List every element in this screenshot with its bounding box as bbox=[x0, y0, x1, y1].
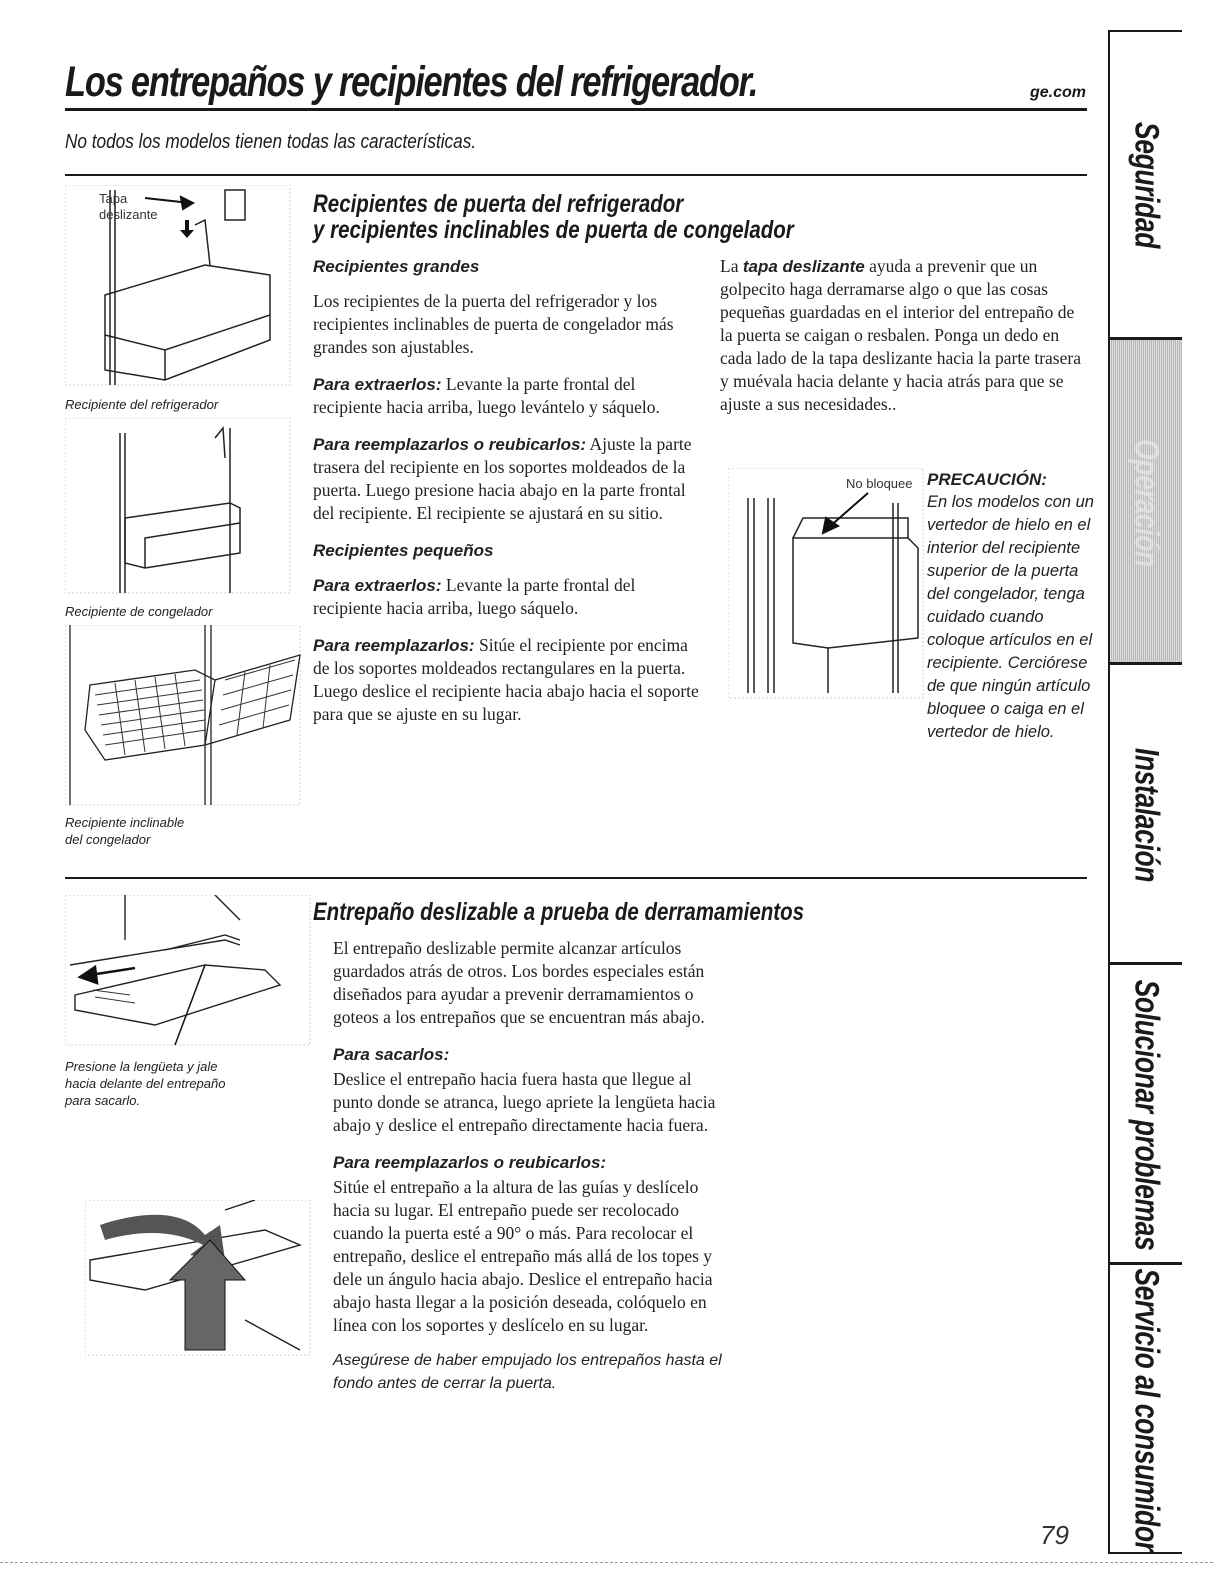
lid-lead: La bbox=[720, 256, 739, 276]
small-bins-heading: Recipientes pequeños bbox=[313, 541, 494, 560]
ice-chute-illustration bbox=[728, 468, 928, 703]
page-title: Los entrepaños y recipientes del refrigerador. bbox=[65, 58, 758, 106]
caption-spillproof-line2: hacia delante del entrepaño bbox=[65, 1076, 226, 1091]
freezer-bin-illustration bbox=[65, 418, 295, 598]
large-replace-text: Ajuste la parte trasera del recipiente en los soportes moldeados de la puerta. Luego presione hacia abajo en la parte frontal del recipiente. El recipiente se ajustará en su sitio. bbox=[313, 434, 692, 523]
tab-operacion[interactable] bbox=[1110, 337, 1182, 665]
subtitle: No todos los modelos tienen todas las características. bbox=[65, 131, 477, 153]
tab-label: Operación bbox=[1127, 438, 1166, 567]
header-rule bbox=[65, 108, 1087, 111]
section1-column-right bbox=[720, 255, 1090, 427]
page-number: 79 bbox=[1040, 1520, 1069, 1550]
caption-freezer-bin: Recipiente de congelador bbox=[65, 604, 213, 619]
small-bins-replace bbox=[313, 634, 703, 726]
no-block-label: No bloquee bbox=[846, 476, 913, 491]
tab-label: Servicio al consumidor bbox=[1127, 1268, 1166, 1552]
small-remove-lead: Para extraerlos: bbox=[313, 576, 442, 595]
section2-remove-text: Deslice el entrepaño hacia fuera hasta que llegue al punto donde se atranca, luego apriete la lengüeta hacia abajo y deslice el entrepaño directamente hacia fuera. bbox=[333, 1069, 716, 1135]
section1-title-line2: y recipientes inclinables de puerta de congelador bbox=[313, 216, 794, 244]
caution-text: En los modelos con un vertedor de hielo en el interior del recipiente superior de la puerta del congelador, tenga cuidado cuando coloque artículos en el recipiente. Cerciórese de que ningún artículo bloquee o caiga en el vertedor de hielo. bbox=[927, 493, 1094, 741]
bottom-divider bbox=[0, 1562, 1213, 1563]
section2-intro: El entrepaño deslizable permite alcanzar artículos guardados atrás de otros. Los bordes especiales están diseñados para ayudar a prevenir derramamientos o goteos a los entrepaños que se encuentran más abajo. bbox=[333, 938, 705, 1027]
fridge-bin-illustration bbox=[65, 185, 295, 390]
lid-text: ayuda a prevenir que un golpecito haga derramarse algo o que las cosas pequeñas guardadas en el interior del entrepaño de la puerta se caigan o resbalen. Ponga un dedo en cada lado de la tapa deslizante hacia la parte trasera y muévala hacia delante y hacia atrás para que se ajuste a sus necesidades.. bbox=[720, 256, 1081, 414]
section2-remove-lead: Para sacarlos: bbox=[333, 1045, 450, 1064]
tab-seguridad[interactable] bbox=[1110, 32, 1182, 337]
section1-title-line1: Recipientes de puerta del refrigerador bbox=[313, 190, 684, 218]
small-replace-text: Sitúe el recipiente por encima de los soportes moldeados rectangulares en la puerta. Luego deslice el recipiente hacia abajo hacia el soporte para que se ajuste en su lugar. bbox=[313, 635, 699, 724]
tab-label: Seguridad bbox=[1127, 121, 1166, 248]
section1-column-middle bbox=[313, 255, 703, 737]
tab-servicio-al-consumidor[interactable] bbox=[1110, 1262, 1182, 1555]
caution-title: PRECAUCIÓN: bbox=[927, 470, 1047, 489]
large-bins-replace bbox=[313, 433, 703, 525]
section2-note: Asegúrese de haber empujado los entrepaños hasta el fondo antes de cerrar la puerta. bbox=[333, 1352, 722, 1392]
section2-replace-lead: Para reemplazarlos o reubicarlos: bbox=[333, 1153, 607, 1172]
section2-column bbox=[333, 937, 723, 1406]
section-rule-top bbox=[65, 174, 1087, 176]
lid-label-line2: deslizante bbox=[99, 207, 158, 222]
large-bins-intro: Los recipientes de la puerta del refrigerador y los recipientes inclinables de puerta de congelador más grandes son ajustables. bbox=[313, 291, 674, 357]
site-link[interactable]: ge.com bbox=[1030, 84, 1087, 101]
small-remove-text: Levante la parte frontal del recipiente hacia arriba, luego sáquelo. bbox=[313, 575, 636, 618]
caption-tilt-bin-line1: Recipiente inclinable bbox=[65, 815, 185, 830]
caption-spillproof-line3: para sacarlo. bbox=[65, 1093, 141, 1108]
caption-fridge-bin: Recipiente del refrigerador bbox=[65, 397, 219, 412]
large-bins-heading: Recipientes grandes bbox=[313, 257, 480, 276]
tab-instalacion[interactable] bbox=[1110, 662, 1182, 965]
large-remove-text: Levante la parte frontal del recipiente hacia arriba, luego levántelo y sáquelo. bbox=[313, 374, 660, 417]
lid-label-line1: Tapa bbox=[99, 191, 128, 206]
tab-label: Instalación bbox=[1127, 747, 1166, 883]
caption-spillproof-line1: Presione la lengüeta y jale bbox=[65, 1059, 218, 1074]
large-bins-remove bbox=[313, 373, 703, 419]
lid-term: tapa deslizante bbox=[742, 257, 865, 276]
caption-tilt-bin-line2: del congelador bbox=[65, 832, 151, 847]
section2-replace-text: Sitúe el entrepaño a la altura de las guías y deslícelo hacia su lugar. El entrepaño puede ser recolocado cuando la puerta esté a 90° o más. Para recolocar el entrepaño, deslice el entrepaño más allá de los topes y dele un ángulo hacia abajo. Deslice el entrepaño hacia abajo hasta llegar a la posición deseada, colóquelo en línea con los soportes y deslícelo en su lugar. bbox=[333, 1177, 713, 1335]
spillproof-shelf-illustration bbox=[65, 895, 315, 1055]
section-rule-middle bbox=[65, 877, 1087, 879]
tilt-bin-illustration bbox=[65, 625, 305, 810]
small-replace-lead: Para reemplazarlos: bbox=[313, 636, 475, 655]
caution-note bbox=[927, 468, 1097, 744]
large-remove-lead: Para extraerlos: bbox=[313, 375, 442, 394]
tab-label: Solucionar problemas bbox=[1127, 979, 1166, 1251]
large-replace-lead: Para reemplazarlos o reubicarlos: bbox=[313, 435, 587, 454]
slide-lid-paragraph bbox=[720, 255, 1090, 416]
shelf-replace-illustration bbox=[85, 1200, 315, 1360]
section2-title: Entrepaño deslizable a prueba de derramamientos bbox=[313, 898, 805, 926]
small-bins-remove bbox=[313, 574, 703, 620]
side-tabs bbox=[1108, 30, 1182, 1554]
tab-solucionar-problemas[interactable] bbox=[1110, 962, 1182, 1265]
